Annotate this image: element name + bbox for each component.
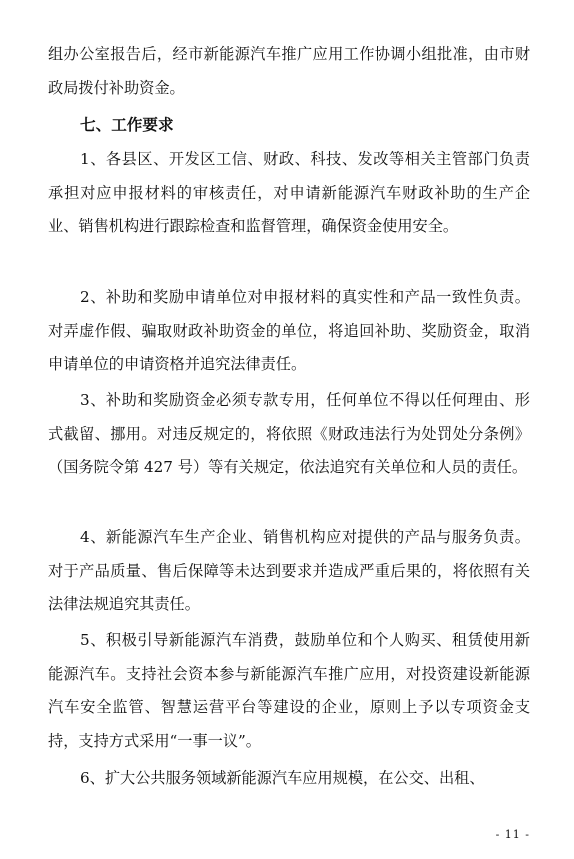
paragraph-4: 4、新能源汽车生产企业、销售机构应对提供的产品与服务负责。对于产品质量、售后保障等未达到要求并造成严重后果的，将依照有关法律法规追究其责任。 xyxy=(48,528,530,613)
page-number: - 11 - xyxy=(495,828,530,841)
paragraph-3: 3、补助和奖励资金必须专款专用，任何单位不得以任何理由、形式截留、挪用。对违反规定的，将依照《财政违法行为处罚处分条例》（国务院令第 427 号）等有关规定，依法追究有关单位和人员的责任。 xyxy=(48,391,530,476)
paragraph-5: 5、积极引导新能源汽车消费，鼓励单位和个人购买、租赁使用新能源汽车。支持社会资本参与新能源汽车推广应用，对投资建设新能源汽车安全监管、智慧运营平台等建设的企业，原则上予以专项资金支持，支持方式采用“一事一议”。 xyxy=(48,631,530,750)
paragraph-2: 2、补助和奖励申请单位对申报材料的真实性和产品一致性负责。对弄虚作假、骗取财政补助资金的单位，将追回补助、奖励资金，取消申请单位的申请资格并追究法律责任。 xyxy=(48,288,530,373)
continuation-paragraph: 组办公室报告后，经市新能源汽车推广应用工作协调小组批准，由市财政局拨付补助资金。 xyxy=(48,45,530,97)
paragraph-6: 6、扩大公共服务领域新能源汽车应用规模，在公交、出租、 xyxy=(80,769,485,787)
section-heading: 七、工作要求 xyxy=(80,116,174,134)
paragraph-1: 1、各县区、开发区工信、财政、科技、发改等相关主管部门负责承担对应申报材料的审核责任，对申请新能源汽车财政补助的生产企业、销售机构进行跟踪检查和监督管理，确保资金使用安全。 xyxy=(48,150,530,235)
